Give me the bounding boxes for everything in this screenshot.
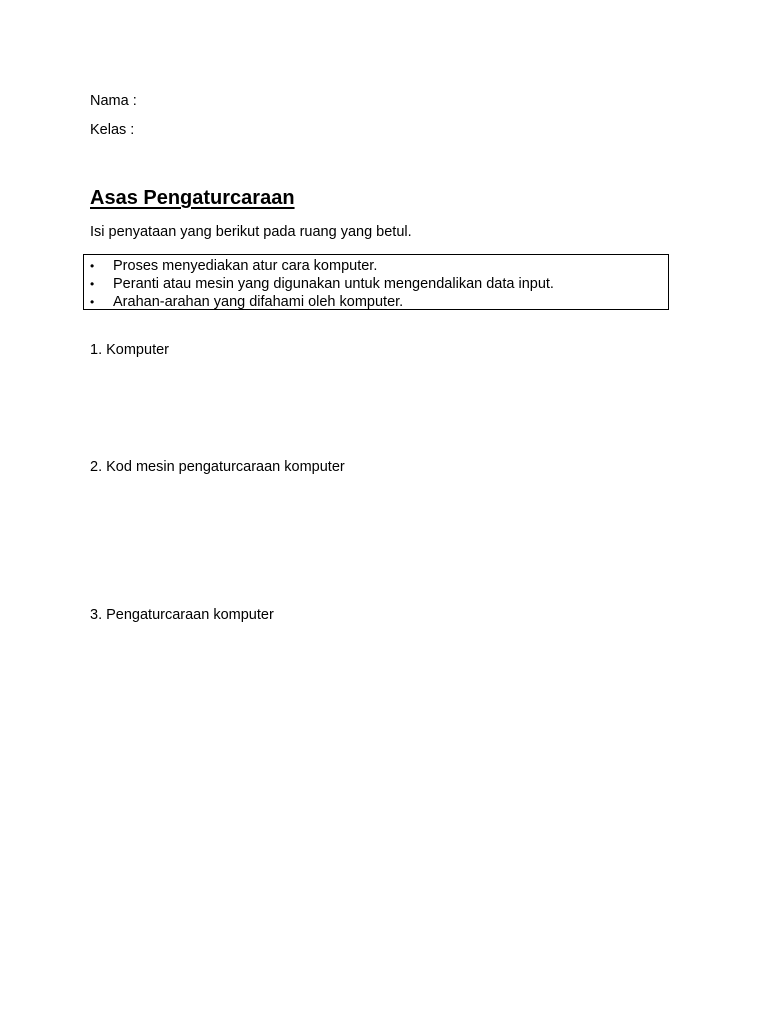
question-3: 3. Pengaturcaraan komputer bbox=[90, 607, 274, 623]
term-text: Proses menyediakan atur cara komputer. bbox=[113, 258, 378, 274]
question-2: 2. Kod mesin pengaturcaraan komputer bbox=[90, 459, 345, 475]
bullet-icon: • bbox=[90, 259, 95, 273]
instruction-text: Isi penyataan yang berikut pada ruang yang betul. bbox=[90, 224, 412, 240]
bullet-icon: • bbox=[90, 295, 95, 309]
term-item bbox=[90, 293, 404, 311]
bullet-icon: • bbox=[90, 277, 95, 291]
term-box bbox=[83, 254, 669, 310]
worksheet-title: Asas Pengaturcaraan bbox=[90, 187, 295, 209]
name-label: Nama : bbox=[90, 93, 137, 109]
question-1: 1. Komputer bbox=[90, 342, 169, 358]
term-item bbox=[90, 257, 378, 275]
term-item bbox=[90, 275, 554, 293]
term-text: Arahan-arahan yang difahami oleh komputer. bbox=[113, 294, 404, 310]
class-label: Kelas : bbox=[90, 122, 135, 138]
term-text: Peranti atau mesin yang digunakan untuk mengendalikan data input. bbox=[113, 276, 554, 292]
